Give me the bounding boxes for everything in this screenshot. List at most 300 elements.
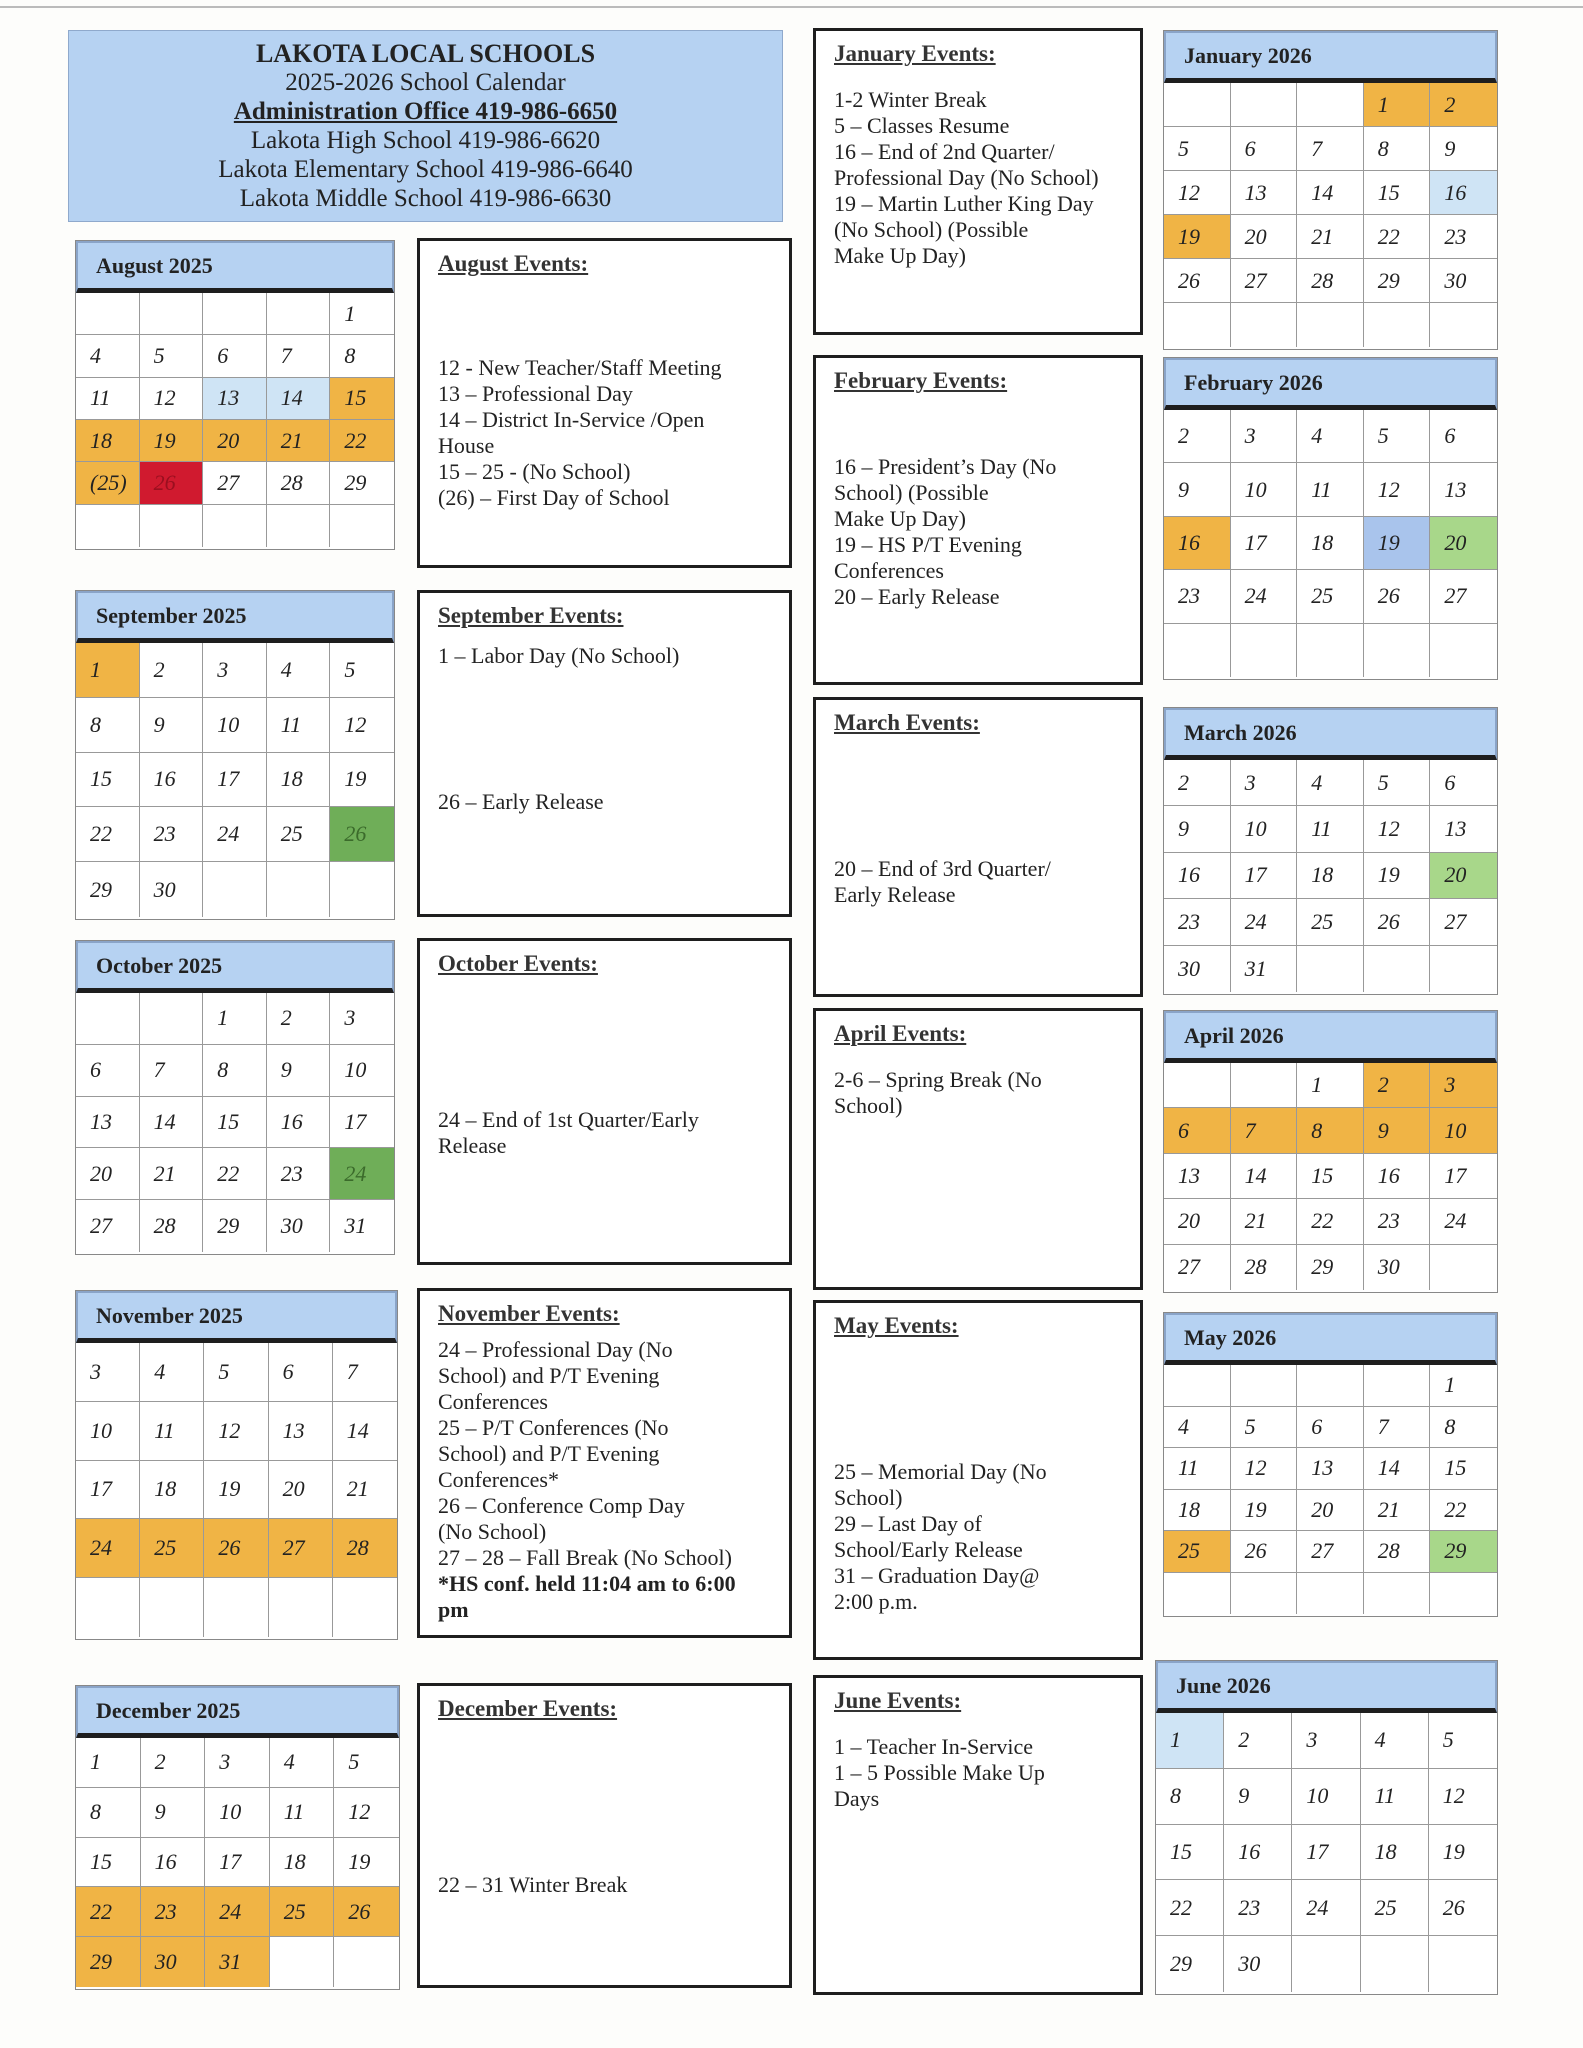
events-march <box>813 697 1143 997</box>
day-cell: 6 <box>1231 127 1298 171</box>
day-cell <box>267 293 331 335</box>
high-school-phone: Lakota High School 419-986-6620 <box>250 127 601 154</box>
day-cell: 7 <box>267 335 331 377</box>
day-cell: 24 <box>1430 1199 1497 1244</box>
calendar-march <box>1163 707 1498 995</box>
day-cell: 10 <box>1231 463 1298 516</box>
day-cell: 20 <box>1297 1490 1364 1532</box>
day-cell <box>76 293 140 335</box>
day-cell <box>1164 1063 1231 1108</box>
calendar-february <box>1163 357 1498 680</box>
day-cell: 1 <box>1297 1063 1364 1108</box>
event-item: 22 – 31 Winter Break <box>438 1872 628 1897</box>
day-cell: 12 <box>1429 1769 1497 1825</box>
day-cell: 30 <box>1224 1936 1292 1992</box>
day-cell: 19 <box>1231 1490 1298 1532</box>
day-cell: 26 <box>204 1519 268 1578</box>
day-cell: 19 <box>1429 1825 1497 1881</box>
day-cell: 11 <box>267 698 331 753</box>
month-title: May 2026 <box>1164 1313 1497 1365</box>
day-cell: 23 <box>1224 1880 1292 1936</box>
day-cell: 30 <box>267 1200 331 1252</box>
day-cell: 22 <box>76 1887 141 1937</box>
events-list <box>438 1337 771 1623</box>
day-grid <box>1164 1365 1497 1614</box>
day-cell: 9 <box>1164 806 1231 852</box>
event-item: 25 – Memorial Day (No School) <box>834 1459 1047 1510</box>
day-cell: 25 <box>1297 570 1364 623</box>
day-cell: 30 <box>1164 946 1231 992</box>
event-item: 15 – 25 - (No School) <box>438 459 631 484</box>
day-cell: 17 <box>76 1461 140 1520</box>
calendar-january <box>1163 30 1498 350</box>
day-cell <box>203 505 267 547</box>
day-cell: 23 <box>1164 570 1231 623</box>
month-title: November 2025 <box>76 1291 397 1343</box>
day-cell: 18 <box>76 420 140 462</box>
day-cell: 26 <box>334 1887 399 1937</box>
month-title: October 2025 <box>76 941 394 993</box>
day-cell: 22 <box>76 807 140 862</box>
day-cell: 27 <box>1430 899 1497 945</box>
day-cell: 5 <box>1429 1713 1497 1769</box>
events-august <box>417 238 792 568</box>
day-cell: 16 <box>267 1097 331 1149</box>
day-cell: 1 <box>203 993 267 1045</box>
day-cell: 6 <box>203 335 267 377</box>
month-title: March 2026 <box>1164 708 1497 760</box>
day-cell: 26 <box>140 462 204 504</box>
day-cell: 19 <box>1364 853 1431 899</box>
day-cell: 2 <box>1164 410 1231 463</box>
day-cell: 23 <box>267 1148 331 1200</box>
day-cell: 17 <box>330 1097 394 1149</box>
event-item: 26 – Early Release <box>438 789 604 814</box>
event-item: 29 – Last Day of School/Early Release <box>834 1511 1023 1562</box>
day-cell <box>1364 303 1431 347</box>
day-cell: 24 <box>1292 1880 1360 1936</box>
day-cell: 16 <box>1430 171 1497 215</box>
events-december <box>417 1683 792 1988</box>
day-cell: 10 <box>1231 806 1298 852</box>
day-cell: 13 <box>1231 171 1298 215</box>
day-cell: 6 <box>76 1045 140 1097</box>
day-cell: 19 <box>330 753 394 808</box>
day-cell: 21 <box>140 1148 204 1200</box>
day-cell: 21 <box>1364 1490 1431 1532</box>
day-cell: 13 <box>1430 806 1497 852</box>
day-cell: 24 <box>76 1519 140 1578</box>
day-grid <box>76 993 394 1252</box>
day-cell: 22 <box>1297 1199 1364 1244</box>
day-cell <box>140 505 204 547</box>
day-cell: 8 <box>76 698 140 753</box>
day-cell: (25) <box>76 462 140 504</box>
day-cell: 5 <box>334 1738 399 1788</box>
calendar-september <box>75 590 395 920</box>
day-cell <box>1430 1573 1497 1615</box>
day-cell: 26 <box>1429 1880 1497 1936</box>
day-cell <box>333 1578 397 1637</box>
day-cell: 11 <box>1297 806 1364 852</box>
day-cell: 14 <box>1297 171 1364 215</box>
day-cell: 15 <box>1364 171 1431 215</box>
day-cell: 20 <box>269 1461 333 1520</box>
month-title: August 2025 <box>76 241 394 293</box>
day-cell <box>76 1578 140 1637</box>
day-cell: 26 <box>1364 899 1431 945</box>
day-grid <box>76 1343 397 1637</box>
calendar-year: 2025-2026 School Calendar <box>285 69 566 96</box>
day-cell: 29 <box>1297 1245 1364 1290</box>
day-cell: 13 <box>1297 1448 1364 1490</box>
day-cell: 23 <box>140 807 204 862</box>
day-cell: 11 <box>76 378 140 420</box>
day-cell: 6 <box>1430 410 1497 463</box>
events-title: September Events: <box>438 603 624 628</box>
day-cell <box>330 505 394 547</box>
day-cell: 20 <box>1430 853 1497 899</box>
events-list <box>438 1872 771 1898</box>
events-list <box>834 1067 1122 1119</box>
day-cell: 24 <box>330 1148 394 1200</box>
day-cell: 2 <box>140 643 204 698</box>
day-cell <box>76 505 140 547</box>
day-cell: 31 <box>1231 946 1298 992</box>
day-cell <box>1164 1573 1231 1615</box>
day-cell <box>1231 1573 1298 1615</box>
day-cell <box>1164 303 1231 347</box>
day-cell: 28 <box>1297 259 1364 303</box>
day-cell: 15 <box>76 1838 141 1888</box>
day-cell <box>140 993 204 1045</box>
day-cell: 9 <box>267 1045 331 1097</box>
day-cell: 18 <box>1361 1825 1429 1881</box>
scan-edge <box>0 6 1583 8</box>
event-item: 26 – Conference Comp Day (No School) <box>438 1493 685 1544</box>
day-cell <box>330 862 394 917</box>
day-cell: 19 <box>1164 215 1231 259</box>
day-cell <box>1297 624 1364 677</box>
calendar-december <box>75 1685 400 1990</box>
event-item: 16 – End of 2nd Quarter/ Professional Day (No School) <box>834 139 1099 190</box>
day-cell <box>1430 624 1497 677</box>
day-cell: 15 <box>1297 1154 1364 1199</box>
day-cell <box>1430 946 1497 992</box>
day-cell <box>1297 303 1364 347</box>
day-cell: 2 <box>267 993 331 1045</box>
day-cell: 25 <box>1164 1531 1231 1573</box>
day-cell: 14 <box>333 1402 397 1461</box>
day-cell: 29 <box>76 862 140 917</box>
event-item: (26) – First Day of School <box>438 485 670 510</box>
day-cell: 10 <box>330 1045 394 1097</box>
day-cell: 2 <box>1364 1063 1431 1108</box>
day-cell <box>1231 1063 1298 1108</box>
day-cell: 19 <box>334 1838 399 1888</box>
day-cell: 5 <box>204 1343 268 1402</box>
day-grid <box>1164 83 1497 347</box>
day-cell: 18 <box>140 1461 204 1520</box>
day-cell: 27 <box>1430 570 1497 623</box>
day-cell: 1 <box>1364 83 1431 127</box>
day-cell: 25 <box>1297 899 1364 945</box>
day-cell: 15 <box>203 1097 267 1149</box>
day-cell: 27 <box>1164 1245 1231 1290</box>
day-cell <box>1429 1936 1497 1992</box>
day-cell: 26 <box>330 807 394 862</box>
events-list <box>834 454 1122 610</box>
day-cell: 5 <box>330 643 394 698</box>
day-cell: 30 <box>1364 1245 1431 1290</box>
day-cell: 9 <box>141 1788 206 1838</box>
day-cell: 16 <box>1224 1825 1292 1881</box>
day-cell: 15 <box>76 753 140 808</box>
month-title: September 2025 <box>76 591 394 643</box>
day-cell: 27 <box>203 462 267 504</box>
calendar-october <box>75 940 395 1255</box>
day-cell: 18 <box>1164 1490 1231 1532</box>
day-cell: 12 <box>204 1402 268 1461</box>
day-cell: 29 <box>1156 1936 1224 1992</box>
events-may <box>813 1300 1143 1660</box>
event-note: *HS conf. held 11:04 am to 6:00 pm <box>438 1571 736 1622</box>
day-cell: 29 <box>203 1200 267 1252</box>
day-cell: 8 <box>330 335 394 377</box>
event-item: 2-6 – Spring Break (No School) <box>834 1067 1042 1118</box>
day-cell: 4 <box>270 1738 335 1788</box>
event-item: 25 – P/T Conferences (No School) and P/T Evening Conferences* <box>438 1415 669 1492</box>
day-cell <box>267 505 331 547</box>
event-item: 14 – District In-Service /Open House <box>438 407 705 458</box>
day-cell <box>203 862 267 917</box>
day-cell: 25 <box>1361 1880 1429 1936</box>
day-cell: 10 <box>1292 1769 1360 1825</box>
day-cell: 4 <box>1164 1407 1231 1449</box>
day-cell: 4 <box>1297 410 1364 463</box>
day-cell: 3 <box>205 1738 270 1788</box>
day-grid <box>76 293 394 547</box>
day-cell: 5 <box>1231 1407 1298 1449</box>
day-cell: 15 <box>330 378 394 420</box>
day-cell: 30 <box>1430 259 1497 303</box>
day-cell: 9 <box>1430 127 1497 171</box>
day-cell: 8 <box>1297 1108 1364 1153</box>
events-january <box>813 28 1143 335</box>
day-cell <box>1297 83 1364 127</box>
events-list <box>834 856 1122 908</box>
event-item: 19 – HS P/T Evening Conferences <box>834 532 1022 583</box>
day-cell: 1 <box>330 293 394 335</box>
day-cell: 10 <box>203 698 267 753</box>
day-cell: 12 <box>330 698 394 753</box>
day-cell <box>1430 303 1497 347</box>
day-cell <box>1231 624 1298 677</box>
events-september <box>417 590 792 917</box>
day-cell <box>1164 624 1231 677</box>
day-cell: 1 <box>76 643 140 698</box>
day-cell: 29 <box>1364 259 1431 303</box>
day-cell: 14 <box>1364 1448 1431 1490</box>
day-cell: 17 <box>203 753 267 808</box>
day-grid <box>1164 410 1497 677</box>
day-cell <box>1430 1245 1497 1290</box>
day-cell: 16 <box>1364 1154 1431 1199</box>
day-cell: 16 <box>141 1838 206 1888</box>
day-cell: 13 <box>203 378 267 420</box>
day-cell: 3 <box>1430 1063 1497 1108</box>
day-cell: 11 <box>270 1788 335 1838</box>
day-cell: 7 <box>140 1045 204 1097</box>
day-cell: 27 <box>1297 1531 1364 1573</box>
day-cell: 12 <box>334 1788 399 1838</box>
day-cell: 13 <box>76 1097 140 1149</box>
day-cell: 24 <box>203 807 267 862</box>
day-cell: 2 <box>1430 83 1497 127</box>
day-cell <box>1164 1365 1231 1407</box>
day-cell: 21 <box>333 1461 397 1520</box>
day-cell: 27 <box>269 1519 333 1578</box>
day-cell: 9 <box>1224 1769 1292 1825</box>
day-cell <box>1231 83 1298 127</box>
month-title: April 2026 <box>1164 1011 1497 1063</box>
event-item: 1 – Labor Day (No School) <box>438 643 680 668</box>
day-cell <box>1297 946 1364 992</box>
school-header <box>68 30 783 222</box>
day-cell: 22 <box>1364 215 1431 259</box>
day-cell: 28 <box>333 1519 397 1578</box>
day-cell: 7 <box>1231 1108 1298 1153</box>
event-item: 1 – Teacher In-Service <box>834 1734 1034 1759</box>
day-cell: 23 <box>1430 215 1497 259</box>
day-cell: 30 <box>141 1937 206 1987</box>
day-cell: 18 <box>1297 853 1364 899</box>
day-cell: 17 <box>205 1838 270 1888</box>
day-cell: 11 <box>140 1402 204 1461</box>
events-list <box>834 87 1122 269</box>
event-item: 12 - New Teacher/Staff Meeting <box>438 355 722 380</box>
day-cell: 9 <box>1164 463 1231 516</box>
day-cell: 28 <box>1364 1531 1431 1573</box>
calendar-june <box>1155 1660 1498 1995</box>
day-cell <box>140 293 204 335</box>
calendar-august <box>75 240 395 550</box>
day-cell: 21 <box>267 420 331 462</box>
events-list <box>438 1107 771 1159</box>
day-cell: 5 <box>1164 127 1231 171</box>
day-cell <box>267 862 331 917</box>
day-cell: 31 <box>344 1213 367 1239</box>
elementary-phone: Lakota Elementary School 419-986-6640 <box>218 156 633 183</box>
day-cell <box>1292 1936 1360 1992</box>
day-cell: 5 <box>140 335 204 377</box>
day-cell: 28 <box>267 462 331 504</box>
day-cell: 17 <box>1231 853 1298 899</box>
day-cell: 3 <box>203 643 267 698</box>
day-grid <box>1164 1063 1497 1290</box>
day-cell <box>1231 1365 1298 1407</box>
day-cell: 8 <box>76 1788 141 1838</box>
day-cell: 12 <box>140 378 204 420</box>
day-cell: 25 <box>267 807 331 862</box>
day-cell <box>334 1937 399 1987</box>
day-cell: 11 <box>1361 1769 1429 1825</box>
day-cell: 12 <box>1231 1448 1298 1490</box>
day-grid <box>76 1738 399 1987</box>
events-list <box>834 1459 1122 1615</box>
admin-phone: Administration Office 419-986-6650 <box>233 98 618 125</box>
day-cell: 26 <box>1364 570 1431 623</box>
day-cell <box>1164 83 1231 127</box>
day-cell: 16 <box>1164 853 1231 899</box>
events-title: June Events: <box>834 1688 962 1713</box>
day-cell: 4 <box>267 643 331 698</box>
calendar-november <box>75 1290 398 1640</box>
event-item: 24 – End of 1st Quarter/Early Release <box>438 1107 699 1158</box>
day-cell: 8 <box>1430 1407 1497 1449</box>
events-title: November Events: <box>438 1301 620 1326</box>
month-title: December 2025 <box>76 1686 399 1738</box>
day-cell: 2 <box>141 1738 206 1788</box>
day-cell: 26 <box>1231 1531 1298 1573</box>
day-cell: 1 <box>1156 1713 1224 1769</box>
day-grid <box>1164 760 1497 992</box>
day-cell: 9 <box>1364 1108 1431 1153</box>
day-cell <box>1364 1573 1431 1615</box>
events-title: January Events: <box>834 41 996 66</box>
event-item: 24 – Professional Day (No School) and P/T Evening Conferences <box>438 1337 673 1414</box>
day-cell: 30 <box>140 862 204 917</box>
day-cell: 18 <box>270 1838 335 1888</box>
day-cell: 4 <box>76 335 140 377</box>
day-cell: 4 <box>140 1343 204 1402</box>
day-cell: 25 <box>140 1519 204 1578</box>
event-item: 27 – 28 – Fall Break (No School) <box>438 1545 732 1570</box>
day-cell: 6 <box>1164 1108 1231 1153</box>
school-name: LAKOTA LOCAL SCHOOLS <box>255 39 596 68</box>
event-item: 31 – Graduation Day@ 2:00 p.m. <box>834 1563 1040 1614</box>
events-list <box>834 1734 1122 1812</box>
calendar-may <box>1163 1312 1498 1617</box>
day-cell: 16 <box>1164 517 1231 570</box>
event-item: 13 – Professional Day <box>438 381 633 406</box>
day-cell: 3 <box>1231 410 1298 463</box>
day-cell: 31 <box>205 1937 270 1987</box>
day-cell <box>1361 1936 1429 1992</box>
events-title: May Events: <box>834 1313 959 1338</box>
day-cell: 23 <box>1164 899 1231 945</box>
events-title: April Events: <box>834 1021 967 1046</box>
day-cell: 22 <box>203 1148 267 1200</box>
day-cell: 3 <box>1231 760 1298 806</box>
day-cell: 6 <box>1297 1407 1364 1449</box>
day-cell: 4 <box>1297 760 1364 806</box>
day-cell: 1 <box>1430 1365 1497 1407</box>
day-cell <box>76 993 140 1045</box>
day-grid <box>76 643 394 917</box>
day-cell: 16 <box>140 753 204 808</box>
day-cell: 29 <box>76 1937 141 1987</box>
day-cell: 5 <box>1364 410 1431 463</box>
day-cell: 11 <box>1297 463 1364 516</box>
events-list <box>438 355 771 511</box>
day-cell: 24 <box>1231 899 1298 945</box>
day-cell: 7 <box>333 1343 397 1402</box>
event-item: 1 – 5 Possible Make Up Days <box>834 1760 1045 1811</box>
day-cell <box>270 1937 335 1987</box>
events-title: December Events: <box>438 1696 618 1721</box>
day-cell: 2 <box>1224 1713 1292 1769</box>
